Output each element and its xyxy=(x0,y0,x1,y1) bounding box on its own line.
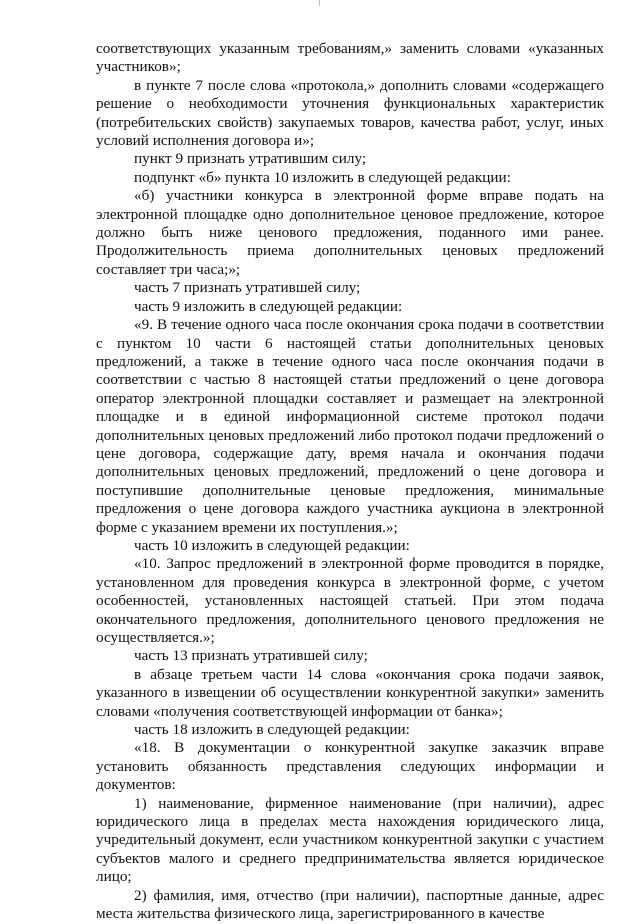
document-page xyxy=(96,40,604,924)
paragraph-6: часть 7 признать утратившей силу; xyxy=(134,279,361,297)
paragraph-12: в абзаце третьем части 14 слова «окончания срока подачи заявок, указанного в извещении об осуществлении конкурентной закупки» заменить словами «получения соответствующей информации от банка»; xyxy=(96,665,604,720)
paragraph-8: «9. В течение одного часа после окончания срока подачи в соответствии с пунктом 10 части 6 настоящей статьи дополнительных ценовых предложений, а также в течение одного часа после окончания подачи в соответствии с частью 8 настоящей статьи предложений о цене договора оператор электронной площадки составляет и размещает на электронной площадке и в единой информационной системе протокол подачи дополнительных ценовых предложений либо протокол подачи предложений о цене договора, содержащие дату, время начала и окончания подачи дополнительных ценовых предложений, предложений о цене договора и поступившие дополнительные ценовые предложения, минимальные предложения о цене договора каждого участника аукциона в электронной форме с указанием времени их поступления.»; xyxy=(96,316,604,536)
paragraph-4: подпункт «б» пункта 10 изложить в следующей редакции: xyxy=(134,168,511,186)
page-edge-mark xyxy=(319,0,320,6)
paragraph-16: 2) фамилия, имя, отчество (при наличии), паспортные данные, адрес места жительства физического лица, зарегистрированного в качестве xyxy=(96,886,604,923)
paragraph-11: часть 13 признать утратившей силу; xyxy=(134,647,368,665)
paragraph-9: часть 10 изложить в следующей редакции: xyxy=(134,536,410,554)
paragraph-13: часть 18 изложить в следующей редакции: xyxy=(134,721,410,739)
paragraph-10: «10. Запрос предложений в электронной форме проводится в порядке, установленном для проведения конкурса в электронной форме, с учетом особенностей, установленных настоящей статьей. При этом подача окончательного предложения, дополнительного ценового предложения не осуществляется.»; xyxy=(96,555,604,646)
paragraph-1: соответствующих указанным требованиям,» заменить словами «указанных участников»; xyxy=(96,40,604,76)
paragraph-3: пункт 9 признать утратившим силу; xyxy=(134,150,367,168)
paragraph-2: в пункте 7 после слова «протокола,» дополнить словами «содержащего решение о необходимости уточнения функциональных характеристик (потребительских свойств) закупаемых товаров, качества работ, услуг, иных условий исполнения договора и»; xyxy=(96,76,604,150)
paragraph-7: часть 9 изложить в следующей редакции: xyxy=(134,297,403,315)
paragraph-5: «б) участники конкурса в электронной форме вправе подать на электронной площадке одно дополнительное ценовое предложение, которое должно быть ниже ценового предложения, поданного ими ранее. Продолжительность приема дополнительных ценовых предложений составляет три часа;»; xyxy=(96,187,604,278)
paragraph-15: 1) наименование, фирменное наименование (при наличии), адрес юридического лица в пределах места нахождения юридического лица, учредительный документ, если участником конкурентной закупки с участием субъектов малого и среднего предпринимательства является юридическое лицо; xyxy=(96,794,604,886)
paragraph-14: «18. В документации о конкурентной закупке заказчик вправе установить обязанность представления следующих информации и документов: xyxy=(96,739,604,794)
